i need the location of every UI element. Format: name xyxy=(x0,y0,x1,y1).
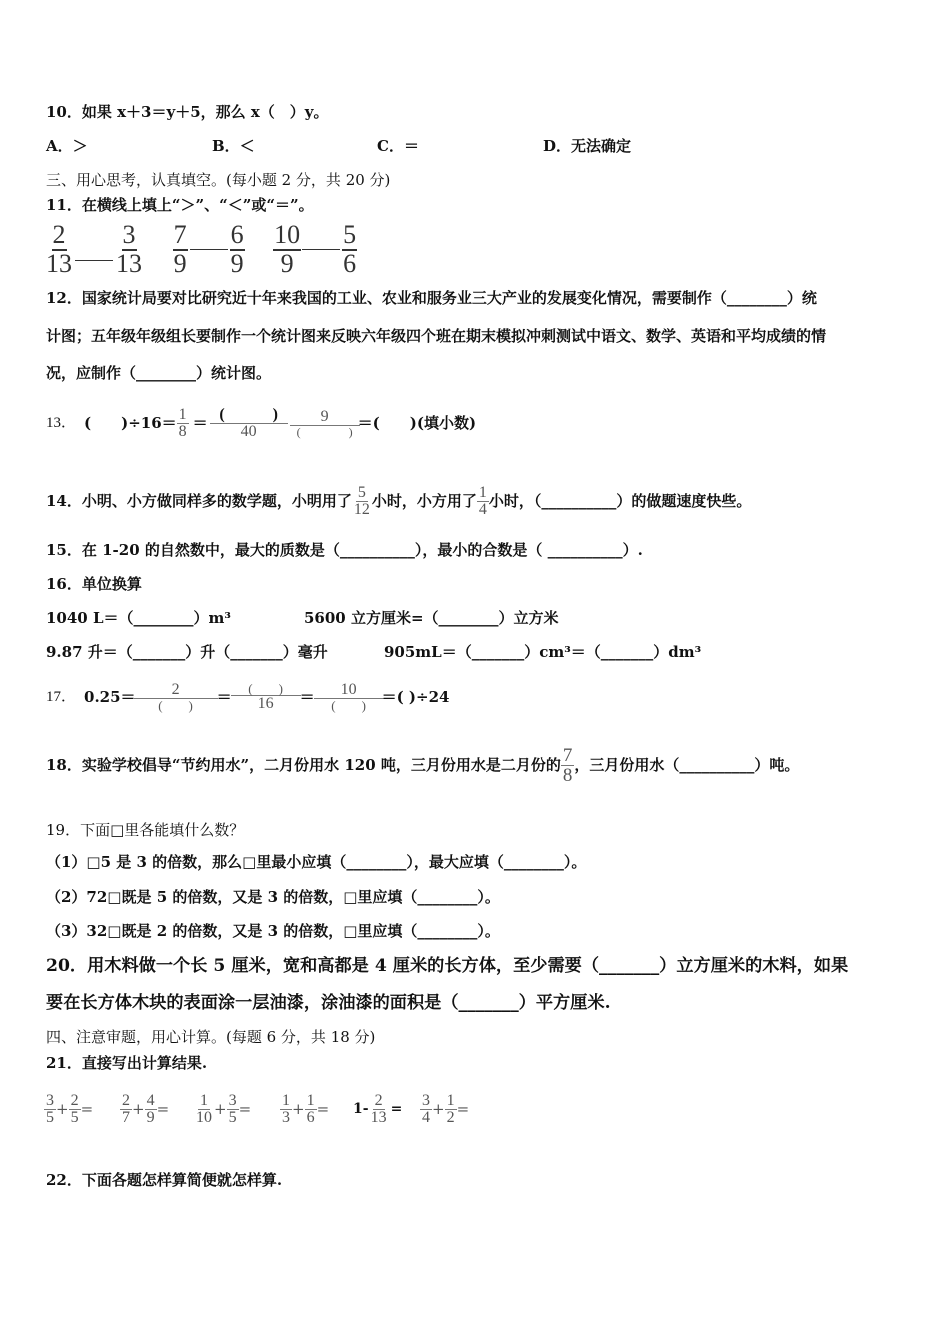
question-19-title: 19．下面□里各能填什么数？ xyxy=(46,821,245,839)
fraction: $\frac{( )}{16}$ xyxy=(233,682,299,712)
fraction: $\frac{5}{6}$ xyxy=(343,220,357,278)
question-20-line1: 20．用木料做一个长 5 厘米，宽和高都是 4 厘米的长方体，至少需要（_______）立方厘米的木料，如果 xyxy=(46,956,849,976)
q11-comparisons xyxy=(44,220,358,278)
fraction: $\frac{9}{( )}$ xyxy=(292,409,358,438)
fraction: $\frac{2}{( )}$ xyxy=(136,682,216,712)
fraction: $\frac{1}{6}$ xyxy=(306,1091,315,1126)
expression: $\frac{2}{7}$ + $\frac{4}{9}$ = xyxy=(122,1091,170,1126)
question-20-line2: 要在长方体木块的表面涂一层油漆，涂油漆的面积是（_______）平方厘米. xyxy=(46,993,611,1013)
q17-tail: ＝( )÷24 xyxy=(381,688,450,706)
question-21-title: 21．直接写出计算结果. xyxy=(46,1054,208,1072)
q13-tail: ＝( )(填小数) xyxy=(357,414,477,432)
question-18 xyxy=(46,735,799,795)
q14-text: 14．小明、小方做同样多的数学题，小明用了 xyxy=(46,492,352,510)
fraction: $\frac{7}{9}$ xyxy=(173,220,187,278)
q18-text: ，三月份用水（__________）吨。 xyxy=(574,756,800,774)
fraction: $\frac{2}{7}$ xyxy=(122,1091,130,1126)
fraction: $\frac{2}{13}$ xyxy=(46,220,72,278)
option-b: B．＜ xyxy=(212,137,255,155)
answer-blank[interactable] xyxy=(302,249,340,250)
question-12-line3: 况，应制作（________）统计图。 xyxy=(46,364,272,382)
answer-blank[interactable] xyxy=(190,249,228,250)
fraction: $\frac{1}{8}$ xyxy=(178,405,187,440)
question-16-title: 16．单位换算 xyxy=(46,575,142,593)
question-12-line1: 12．国家统计局要对比研究近十年来我国的工业、农业和服务业三大产业的发展变化情况，需要制作（________）统 xyxy=(46,289,817,307)
fraction: $\frac{3}{13}$ xyxy=(116,220,142,278)
q19-line1: （1）□5 是 3 的倍数，那么□里最小应填（________），最大应填（________）。 xyxy=(46,853,587,871)
fraction: $\frac{1}{2}$ xyxy=(446,1091,455,1126)
question-12-line2: 计图；五年级年级组长要制作一个统计图来反映六年级四个班在期末模拟冲刺测试中语文、数学、英语和平均成绩的情 xyxy=(46,327,827,345)
fraction: $\frac{1}{10}$ xyxy=(196,1091,212,1126)
fraction: $\frac{3}{5}$ xyxy=(228,1091,237,1126)
q19-line3: （3）32□既是 2 的倍数，又是 3 的倍数，□里应填（________）。 xyxy=(46,922,500,940)
q16-row1a: 1040 L＝（________）m³ xyxy=(46,609,231,627)
q17-text: 0.25＝ xyxy=(84,688,136,706)
q16-row2a: 9.87 升＝（_______）升（_______）毫升 xyxy=(46,643,328,661)
fraction: $\frac{3}{4}$ xyxy=(422,1091,430,1126)
question-17: 17． 0.25＝ $\frac{2}{( )}$ ＝ $\frac{( )}{16}$ ＝ $\frac{10}{( )}$ ＝( )÷24 xyxy=(46,681,450,713)
expression: 1- $\frac{2}{13}$ = xyxy=(353,1091,403,1126)
q13-text: ( )÷16＝ xyxy=(84,414,177,432)
q18-text: 18．实验学校倡导“节约用水”，二月份用水 120 吨，三月份用水是二月份的 xyxy=(46,756,561,774)
question-10: 10．如果 x＋3＝y＋5，那么 x（ ）y。 xyxy=(46,103,329,121)
q14-text: 小时，小方用了 xyxy=(371,492,477,510)
section-4-heading: 四、注意审题，用心计算。(每题 6 分，共 18 分) xyxy=(46,1028,376,1046)
fraction: $\frac{1}{3}$ xyxy=(282,1091,290,1126)
question-15: 15．在 1-20 的自然数中，最大的质数是（__________），最小的合数是（ __________）. xyxy=(46,541,643,559)
section-3-heading: 三、用心思考，认真填空。(每小题 2 分，共 20 分) xyxy=(46,171,391,189)
fraction: $\frac{1}{4}$ xyxy=(478,483,487,518)
option-d: D．无法确定 xyxy=(543,137,632,155)
question-number: 17． xyxy=(46,689,77,705)
q14-text: 小时，（__________）的做题速度快些。 xyxy=(488,492,752,510)
fraction: $\frac{2}{13}$ xyxy=(370,1091,387,1126)
fraction: $\frac{3}{5}$ xyxy=(46,1091,54,1126)
equals: ＝ xyxy=(192,414,208,432)
option-a: A．＞ xyxy=(46,137,88,155)
question-13 xyxy=(46,398,476,448)
q16-row1b: 5600 立方厘米=（________）立方米 xyxy=(304,609,559,627)
expression: $\frac{1}{3}$ + $\frac{1}{6}$ = xyxy=(282,1091,330,1126)
option-c: C．＝ xyxy=(377,137,419,155)
expression: $\frac{1}{10}$ + $\frac{3}{5}$ = xyxy=(196,1091,252,1126)
q19-line2: （2）72□既是 5 的倍数，又是 3 的倍数，□里应填（________）。 xyxy=(46,888,500,906)
q16-row2b: 905mL＝（_______）cm³＝（_______）dm³ xyxy=(384,643,702,661)
fraction: $\frac{2}{5}$ xyxy=(70,1091,79,1126)
expression: $\frac{3}{5}$ + $\frac{2}{5}$ = xyxy=(46,1091,94,1126)
fraction: $\frac{6}{9}$ xyxy=(230,220,244,278)
fraction: $\frac{7}{8}$ xyxy=(562,744,573,786)
question-number: 13． xyxy=(46,415,77,431)
fraction: $\frac{5}{12}$ xyxy=(353,483,370,518)
expression: $\frac{3}{4}$ + $\frac{1}{2}$ = xyxy=(422,1091,470,1126)
question-11: 11．在横线上填上“＞”、“＜”或“＝”。 xyxy=(46,196,314,214)
fraction: $\frac{4}{9}$ xyxy=(146,1091,155,1126)
question-14 xyxy=(46,476,751,526)
fraction: $\frac{( )}{40}$ xyxy=(212,407,286,440)
answer-blank[interactable] xyxy=(75,260,113,261)
fraction: $\frac{10}{( )}$ xyxy=(316,682,382,712)
fraction: $\frac{10}{9}$ xyxy=(274,220,301,278)
question-22: 22．下面各题怎样算简便就怎样算. xyxy=(46,1171,283,1189)
